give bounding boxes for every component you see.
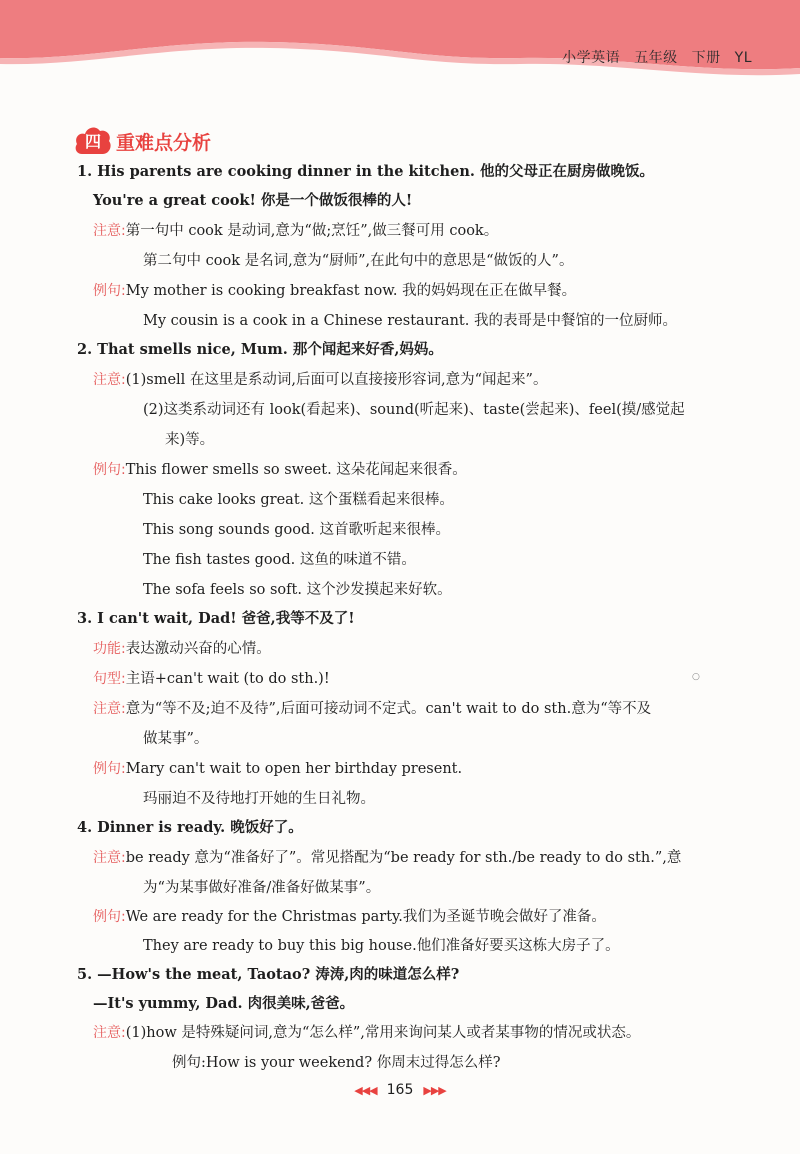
- example-line: 例句:My mother is cooking breakfast now. 我的妈妈现在正在做早餐。: [93, 283, 577, 299]
- note-line: 注意:(1)how 是特殊疑问词,意为“怎么样”,常用来询问某人或者某事物的情况或状态。: [93, 1025, 641, 1041]
- page-footer: [0, 1082, 800, 1098]
- function-line: 功能:表达激动兴奋的心情。: [93, 641, 271, 657]
- note-line: 做某事”。: [143, 731, 209, 747]
- item-2-heading: 2. That smells nice, Mum. 那个闻起来好香,妈妈。: [77, 341, 443, 358]
- example-line: My cousin is a cook in a Chinese restaurant. 我的表哥是中餐馆的一位厨师。: [143, 313, 677, 329]
- example-line: This cake looks great. 这个蛋糕看起来很棒。: [143, 492, 454, 508]
- page-number: 165: [386, 1082, 414, 1098]
- header-info: [548, 47, 752, 67]
- example-line: This song sounds good. 这首歌听起来很棒。: [143, 522, 451, 538]
- note-label: 注意:: [93, 850, 126, 866]
- right-arrows-icon: ▶▶▶: [423, 1084, 446, 1097]
- header-edition: YL: [734, 50, 752, 66]
- example-label: 例句:: [93, 283, 126, 299]
- item-5-heading: 5. —How's the meat, Taotao? 涛涛,肉的味道怎么样?: [77, 966, 460, 983]
- section-heading: 重难点分析: [116, 132, 212, 154]
- note-line: 来)等。: [165, 432, 215, 448]
- example-line: 例句:How is your weekend? 你周末过得怎么样?: [172, 1055, 501, 1071]
- function-label: 功能:: [93, 641, 126, 657]
- note-line: 注意:意为“等不及;迫不及待”,后面可接动词不定式。can't wait to do sth.意为“等不及: [93, 701, 652, 717]
- section-number: 四: [84, 132, 101, 151]
- example-label: 例句:: [93, 462, 126, 478]
- note-line: 为“为某事做好准备/准备好做某事”。: [143, 880, 381, 896]
- note-line: 注意:(1)smell 在这里是系动词,后面可以直接接形容词,意为“闻起来”。: [93, 372, 548, 388]
- note-label: 注意:: [93, 223, 126, 239]
- header-subject: 小学英语: [562, 50, 621, 66]
- example-label: 例句:: [93, 761, 126, 777]
- item-1-dialogue: You're a great cook! 你是一个做饭很棒的人!: [93, 192, 413, 209]
- note-line: (2)这类系动词还有 look(看起来)、sound(听起来)、taste(尝起来)、feel(摸/感觉起: [143, 402, 685, 418]
- pattern-label: 句型:: [93, 671, 126, 687]
- left-arrows-icon: ◀◀◀: [354, 1084, 377, 1097]
- item-5-dialogue: —It's yummy, Dad. 肉很美味,爸爸。: [93, 995, 355, 1012]
- example-line: 例句:We are ready for the Christmas party.我们为圣诞节晚会做好了准备。: [93, 909, 606, 925]
- example-line: The fish tastes good. 这鱼的味道不错。: [143, 552, 416, 568]
- example-line: 例句:This flower smells so sweet. 这朵花闻起来很香。: [93, 462, 467, 478]
- example-line: 玛丽迫不及待地打开她的生日礼物。: [143, 791, 375, 807]
- note-line: 注意:第一句中 cook 是动词,意为“做;烹饪”,做三餐可用 cook。: [93, 223, 499, 239]
- example-line: The sofa feels so soft. 这个沙发摸起来好软。: [143, 582, 452, 598]
- scan-mark: ○: [692, 672, 700, 682]
- example-line: 例句:Mary can't wait to open her birthday present.: [93, 761, 463, 777]
- header-banner: [0, 0, 800, 80]
- pattern-line: 句型:主语+can't wait (to do sth.)!: [93, 671, 330, 687]
- item-4-heading: 4. Dinner is ready. 晚饭好了。: [77, 819, 303, 836]
- item-1-heading: 1. His parents are cooking dinner in the kitchen. 他的父母正在厨房做晚饭。: [77, 163, 654, 180]
- item-3-heading: 3. I can't wait, Dad! 爸爸,我等不及了!: [77, 610, 355, 627]
- example-line: They are ready to buy this big house.他们准备好要买这栋大房子了。: [143, 938, 620, 954]
- note-line: 注意:be ready 意为“准备好了”。常见搭配为“be ready for sth./be ready to do sth.”,意: [93, 850, 682, 866]
- note-label: 注意:: [93, 372, 126, 388]
- header-term: 下册: [691, 50, 721, 66]
- header-grade: 五年级: [634, 50, 678, 66]
- example-label: 例句:: [93, 909, 126, 925]
- note-line: 第二句中 cook 是名词,意为“厨师”,在此句中的意思是“做饭的人”。: [143, 253, 574, 269]
- note-label: 注意:: [93, 1025, 126, 1041]
- note-label: 注意:: [93, 701, 126, 717]
